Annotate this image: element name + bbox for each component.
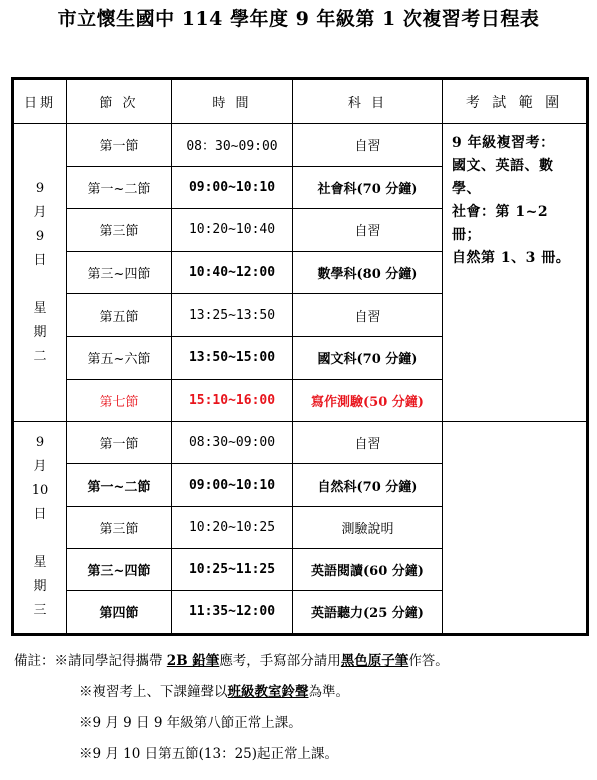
notes-label: 備註： <box>14 653 55 669</box>
period-cell: 第三節 <box>67 506 172 548</box>
period-cell: 第五節 <box>67 294 172 337</box>
header-period: 節 次 <box>67 80 172 124</box>
period-cell: 第四節 <box>67 591 172 633</box>
time-cell: 09:00~10:10 <box>172 166 293 209</box>
subject-cell: 自然科(70 分鐘) <box>293 464 443 506</box>
subject-cell: 自習 <box>293 209 443 252</box>
time-cell: 08：30~09:00 <box>172 124 293 167</box>
header-scope: 考 試 範 圍 <box>443 80 587 124</box>
date-cell-day2: 9 月 10 日 星 期 三 <box>14 422 67 633</box>
period-cell: 第一節 <box>67 422 172 464</box>
header-subject: 科 目 <box>293 80 443 124</box>
note-line: 備註：※請同學記得攜帶 2B 鉛筆應考，手寫部分請用黑色原子筆作答。 <box>14 653 449 669</box>
period-cell: 第一節 <box>67 124 172 167</box>
time-cell: 10:25~11:25 <box>172 549 293 591</box>
period-cell: 第一~二節 <box>67 166 172 209</box>
note-line: ※9 月 10 日第五節(13：25)起正常上課。 <box>79 746 339 762</box>
table-header-row <box>14 80 587 124</box>
subject-cell: 自習 <box>293 124 443 167</box>
empty-scope-cell <box>443 422 587 633</box>
period-cell: 第一~二節 <box>67 464 172 506</box>
date-cell-day1: 9 月 9 日 星 期 二 <box>14 124 67 422</box>
subject-cell: 自習 <box>293 422 443 464</box>
exam-scope-cell: 9 年級複習考： 國文、英語、數學、 社會：第 1~2 冊； 自然第 1、3 冊。 <box>443 124 587 422</box>
table-row <box>14 422 587 464</box>
subject-cell: 社會科(70 分鐘) <box>293 166 443 209</box>
time-cell: 13:25~13:50 <box>172 294 293 337</box>
time-cell: 10:40~12:00 <box>172 251 293 294</box>
header-time: 時 間 <box>172 80 293 124</box>
time-cell: 10:20~10:40 <box>172 209 293 252</box>
time-cell: 11:35~12:00 <box>172 591 293 633</box>
period-cell: 第三節 <box>67 209 172 252</box>
exam-schedule-table <box>13 79 587 634</box>
subject-cell: 英語閱讀(60 分鐘) <box>293 549 443 591</box>
subject-cell: 數學科(80 分鐘) <box>293 251 443 294</box>
subject-cell: 英語聽力(25 分鐘) <box>293 591 443 633</box>
notes-section <box>14 646 589 770</box>
note-line: ※9 月 9 日 9 年級第八節正常上課。 <box>79 715 302 731</box>
period-cell: 第五~六節 <box>67 336 172 379</box>
note-line: ※複習考上、下課鐘聲以班級教室鈴聲為準。 <box>79 684 349 700</box>
time-cell: 15:10~16:00 <box>172 379 293 422</box>
time-cell: 09:00~10:10 <box>172 464 293 506</box>
period-cell: 第七節 <box>67 379 172 422</box>
period-cell: 第三~四節 <box>67 251 172 294</box>
page-title: 市立懷生國中 114 學年度 9 年級第 1 次複習考日程表 <box>57 8 540 30</box>
table-row <box>14 124 587 167</box>
time-cell: 10:20~10:25 <box>172 506 293 548</box>
subject-cell: 寫作測驗(50 分鐘) <box>293 379 443 422</box>
subject-cell: 自習 <box>293 294 443 337</box>
subject-cell: 測驗說明 <box>293 506 443 548</box>
period-cell: 第三~四節 <box>67 549 172 591</box>
subject-cell: 國文科(70 分鐘) <box>293 336 443 379</box>
time-cell: 08:30~09:00 <box>172 422 293 464</box>
header-date: 日期 <box>14 80 67 124</box>
time-cell: 13:50~15:00 <box>172 336 293 379</box>
